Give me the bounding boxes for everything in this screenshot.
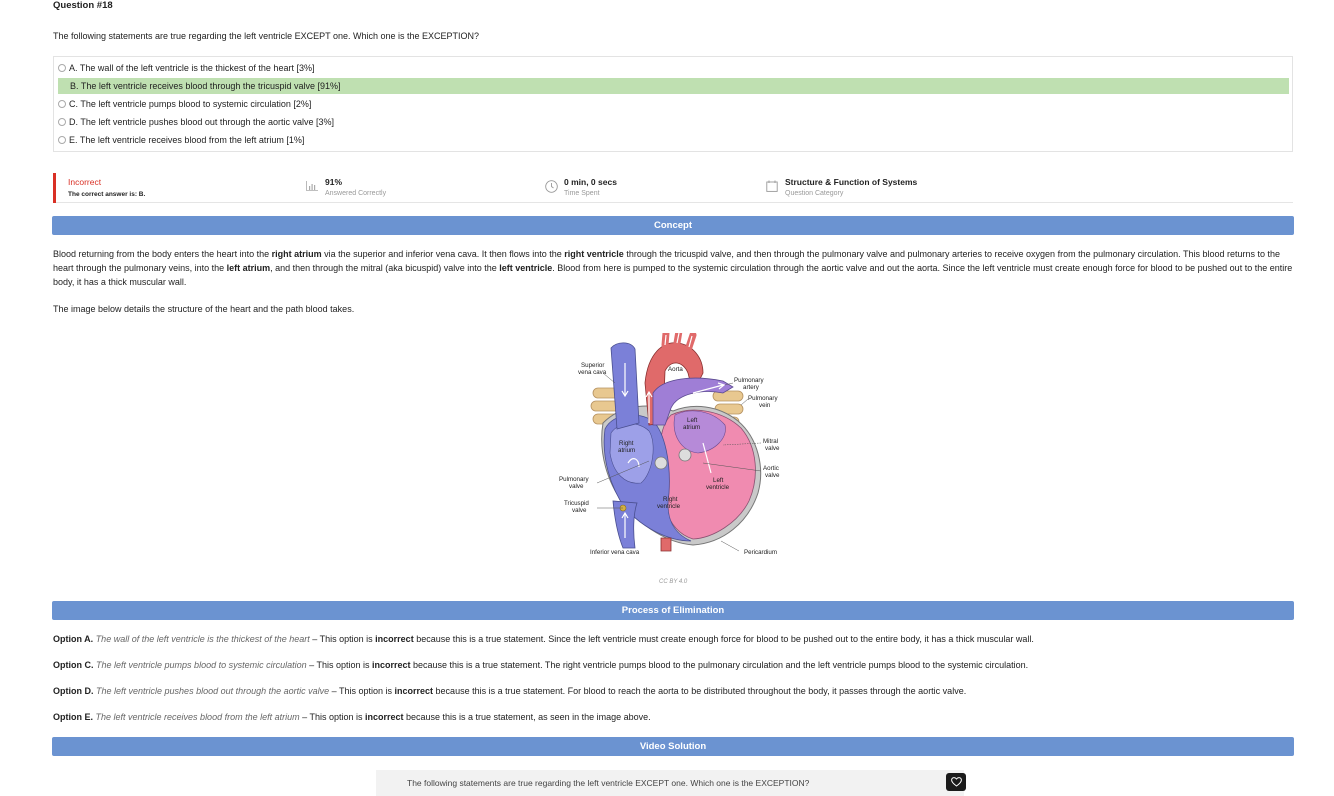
label-pulm-artery-1: Pulmonary [734,377,764,384]
option-quote: The wall of the left ventricle is the thickest of the heart [95,634,310,644]
label-mitral-2: valve [765,445,780,452]
video-heading: Video Solution [52,737,1294,756]
elimination-item-d [53,686,966,696]
label-left-atrium-1: Left [687,417,698,424]
question-number: Question #18 [53,0,113,11]
label-left-atrium-2: atrium [683,424,701,431]
label-mitral-1: Mitral [763,438,779,445]
favorite-button[interactable] [946,773,966,791]
bold-term: left ventricle [499,263,553,273]
radio-icon[interactable] [58,100,66,108]
concept-heading: Concept [52,216,1294,235]
option-quote: The left ventricle pushes blood out through the aortic valve [96,686,330,696]
result-stats [53,173,1293,203]
bar-chart-icon [306,181,318,191]
radio-icon[interactable] [58,118,66,126]
label-aortic-2: valve [765,472,780,479]
label-aortic-1: Aortic [763,465,779,472]
label-left-ventricle-2: ventricle [706,484,730,491]
label-right-atrium-2: atrium [618,447,636,454]
text-run: – This option is [309,634,376,644]
text-run: because this is a true statement. For blood to reach the aorta to be distributed throughout the body, it passes through the aortic valve. [433,686,967,696]
elimination-item-e [53,712,651,722]
option-tag: Option C. [53,660,94,670]
option-tag: Option E. [53,712,93,722]
option-label: E. The left ventricle receives blood from the left atrium [1%] [69,135,305,145]
option-c[interactable] [58,96,311,112]
video-player[interactable] [376,770,964,796]
heart-diagram [553,333,793,565]
elimination-item-c [53,660,1028,670]
option-label: D. The left ventricle pushes blood out through the aortic valve [3%] [69,117,334,127]
text-run: because this is a true statement. Since the left ventricle must create enough force for blood to be pushed out to the entire body, it has a thick muscular wall. [413,634,1034,644]
video-title: The following statements are true regarding the left ventricle EXCEPT one. Which one is the EXCEPTION? [407,778,810,788]
bold-term: incorrect [394,686,434,696]
concept-paragraph [53,247,1293,289]
text-run: Blood returning from the body enters the heart into the [53,249,272,259]
result-status [68,177,145,198]
option-d[interactable] [58,114,334,130]
elimination-item-a [53,634,1034,644]
incorrect-indicator [53,173,56,203]
label-pulm-vein-2: vein [759,402,771,409]
elimination-heading: Process of Elimination [52,601,1294,620]
text-run: – This option is [306,660,372,670]
clock-icon [545,180,558,193]
text-run: via the superior and inferior vena cava. It then flows into the [321,249,565,259]
category-value: Structure & Function of Systems [785,177,918,187]
text-run: because this is a true statement. The right ventricle pumps blood to the pulmonary circulation and the left ventricle pumps blood to the systemic circulation. [410,660,1029,670]
label-aorta: Aorta [668,366,683,373]
option-a[interactable] [58,60,314,76]
label-right-ventricle-1: Right [663,496,678,503]
calendar-icon [766,180,778,192]
option-quote: The left ventricle receives blood from the left atrium [95,712,300,722]
status-text: Incorrect [68,177,102,187]
answer-options [53,56,1293,152]
option-e[interactable] [58,132,304,148]
text-run: – This option is [329,686,395,696]
label-svc-2: vena cava [578,369,607,376]
option-quote: The left ventricle pumps blood to systemic circulation [96,660,307,670]
heart-icon [951,777,962,787]
bold-term: right ventricle [564,249,624,259]
label-pulm-vein-1: Pulmonary [748,395,778,402]
label-ivc: Inferior vena cava [590,549,640,556]
label-tricuspid-2: valve [572,507,587,514]
percent-stat [325,177,386,197]
bold-term: right atrium [271,249,322,259]
text-run: . Blood from here is pumped to the systemic circulation through the aortic valve and out the aorta. Since the left ventricle must create enough force for blood to be pushed out to the entire body, it has a thick muscular wall. [53,263,1293,287]
percent-value: 91% [325,177,343,187]
label-pulm-artery-2: artery [743,384,759,391]
option-label: A. The wall of the left ventricle is the thickest of the heart [3%] [69,63,315,73]
label-pulm-valve-2: valve [569,483,584,490]
label-pericardium: Pericardium [744,549,778,556]
valve-ring [679,449,691,461]
text-run: – This option is [299,712,365,722]
label-tricuspid-1: Tricuspid [564,500,589,507]
concept-paragraph-2: The image below details the structure of the heart and the path blood takes. [53,304,355,314]
bold-term: incorrect [371,660,411,670]
option-b-selected[interactable] [58,78,1289,94]
text-run: through the tricuspid valve, and then through the pulmonary valve and pulmonary arteries to receive oxygen from the pulmonary circulation. This blood returns to the heart through the pulmonary veins, into the [53,249,1281,273]
image-credit: CC BY 4.0 [659,579,688,585]
label-left-ventricle-1: Left [713,477,724,484]
option-label: C. The left ventricle pumps blood to systemic circulation [2%] [69,99,312,109]
time-label: Time Spent [564,190,600,197]
time-value: 0 min, 0 secs [564,177,617,187]
label-right-atrium-1: Right [619,440,634,447]
option-tag: Option D. [53,686,94,696]
category-label: Question Category [785,190,844,197]
radio-icon[interactable] [58,64,66,72]
bold-term: left atrium [226,263,271,273]
valve-ring [655,457,667,469]
bold-term: incorrect [375,634,414,644]
bold-term: incorrect [364,712,404,722]
label-pulm-valve-1: Pulmonary [559,476,589,483]
category-stat [785,177,917,197]
text-run: because this is a true statement, as seen in the image above. [403,712,651,722]
label-svc-1: Superior [581,362,605,369]
option-tag: Option A. [53,634,94,644]
label-right-ventricle-2: ventricle [657,503,681,510]
question-text: The following statements are true regarding the left ventricle EXCEPT one. Which one is the EXCEPTION? [53,31,480,41]
time-stat [564,177,617,197]
percent-label: Answered Correctly [325,190,387,197]
radio-icon[interactable] [58,136,66,144]
option-label: B. The left ventricle receives blood through the tricuspid valve [91%] [70,81,341,91]
correct-answer-text: The correct answer is: B. [68,191,146,198]
text-run: , and then through the mitral (aka bicuspid) valve into the [270,263,500,273]
